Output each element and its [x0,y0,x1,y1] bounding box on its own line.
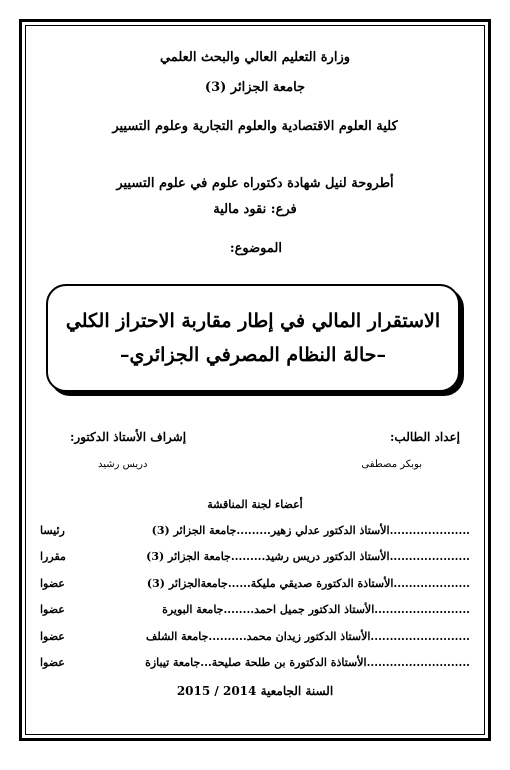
committee-role: عضوا [40,630,65,643]
subject-label: الموضوع: [229,241,282,256]
committee-role: رئيسا [40,524,65,537]
faculty-name: كلية العلوم الاقتصادية والعلوم التجارية وعلوم التسيير [112,119,398,134]
university-name: جامعة الجزائر (3) [204,80,306,95]
committee-role: عضوا [40,603,65,616]
committee-member: الأستاذ الدكتور زيدان محمد..........جامعة الشلف.......................... عضوا [40,630,470,643]
supervisor-label: إشراف الأستاذ الدكتور: [70,430,187,444]
thesis-title-box [46,284,460,392]
committee-member: الأستاذ الدكتور جميل احمد........جامعة البويرة......................... عضوا [40,603,470,616]
committee-role: مقررا [40,550,66,563]
branch-label: فرع: نقود مالية [213,202,297,217]
supervisor-name: دريس رشيد [98,459,148,470]
committee-member: الأستاذة الدكتورة صديقي مليكة......جامعةالجزائر (3).................... عضوا [40,577,470,590]
committee-role: عضوا [40,577,65,590]
student-name: بوبكر مصطفى [361,459,422,470]
thesis-title-line2: –حالة النظام المصرفي الجزائري– [120,344,386,366]
committee-heading: أعضاء لجنة المناقشة [207,498,303,511]
committee-member: الأستاذ الدكتور عدلي زهير.........جامعة الجزائر (3)..................... رئيسا [40,524,470,537]
committee-role: عضوا [40,656,65,669]
thesis-title-line1: الاستقرار المالي في إطار مقاربة الاحتراز الكلي [65,310,441,332]
committee-member: الأستاذة الدكتورة بن طلحة صليحة...جامعة تيبازة........................... عضوا [40,656,470,669]
degree-title: أطروحة لنيل شهادة دكتوراه علوم في علوم التسيير [116,176,394,191]
ministry-name: وزارة التعليم العالي والبحث العلمي [159,50,351,65]
academic-year: السنة الجامعية 2014 / 2015 [176,684,334,698]
student-label: إعداد الطالب: [389,430,460,444]
committee-member: الأستاذ الدكتور دريس رشيد.........جامعة الجزائر (3)..................... مقررا [40,550,470,563]
